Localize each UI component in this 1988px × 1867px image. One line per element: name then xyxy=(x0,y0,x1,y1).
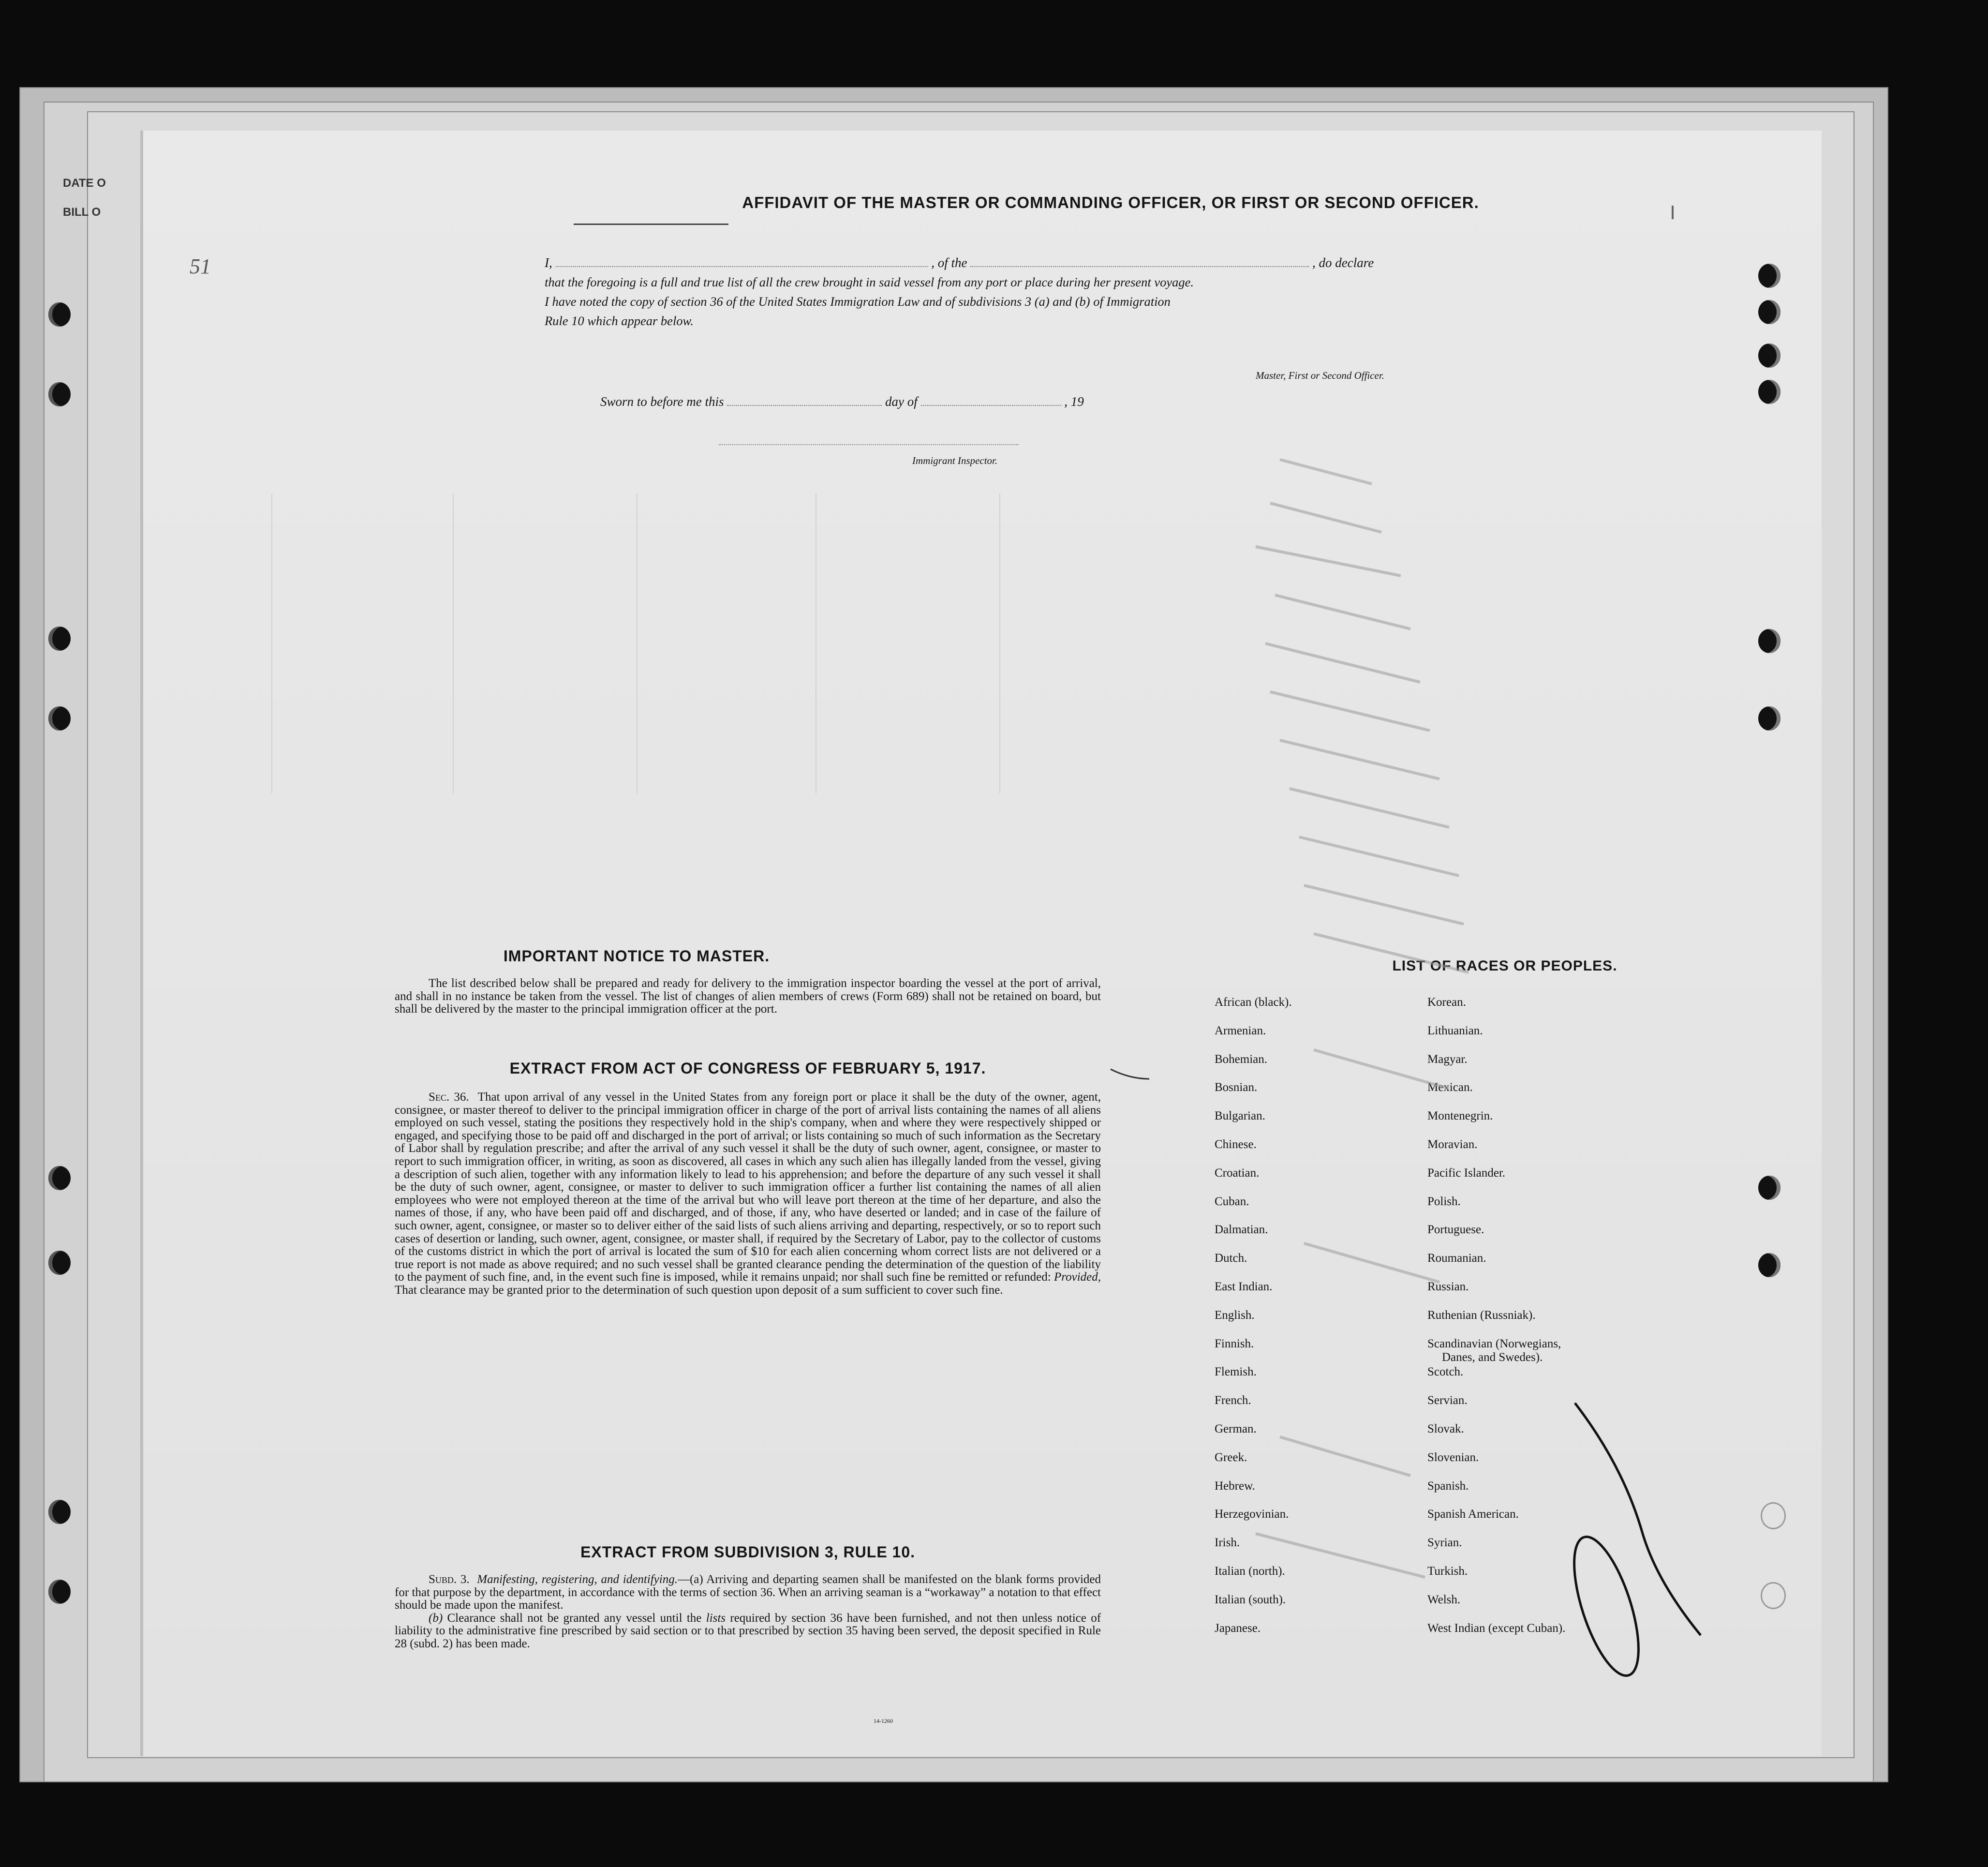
binder-hole xyxy=(1758,1176,1780,1200)
race-item: Ruthenian (Russniak). xyxy=(1427,1308,1536,1322)
bleed-stroke xyxy=(1256,1534,1425,1577)
race-item: Pacific Islander. xyxy=(1427,1166,1506,1180)
binder-hole xyxy=(1758,1253,1780,1277)
race-item: Syrian. xyxy=(1427,1536,1462,1550)
race-item: Turkish. xyxy=(1427,1564,1468,1578)
left-strip-label: DATE O xyxy=(63,177,106,190)
lists-word: lists xyxy=(706,1611,726,1625)
check-stroke xyxy=(1575,1403,1701,1635)
sworn-label: Sworn to before me this xyxy=(600,394,724,409)
binder-hole xyxy=(1758,380,1780,404)
race-item: Mexican. xyxy=(1427,1081,1473,1094)
race-item: Bohemian. xyxy=(1215,1052,1268,1066)
binder-hole xyxy=(1761,1502,1786,1529)
bleed-stroke xyxy=(1304,1243,1439,1282)
race-item: Hebrew. xyxy=(1215,1479,1255,1493)
race-item: Slovak. xyxy=(1427,1422,1464,1435)
bleed-stroke xyxy=(1280,1437,1410,1476)
stray-mark xyxy=(1111,1069,1149,1079)
handwriting-marks xyxy=(143,131,1822,1756)
race-item: Irish. xyxy=(1215,1536,1240,1550)
race-item: Montenegrin. xyxy=(1427,1109,1493,1123)
race-item: Flemish. xyxy=(1215,1365,1257,1379)
subd-b-text-2: required by section 36 have been furnished, and not then unless notice of liability to the administrative fine prescribed by said section or to that prescribed by section 35 having been served, the deposit specified in Rule 28 (subd. 2) has been made. xyxy=(395,1611,1101,1650)
subd-heading: Manifesting, registering, and identifying. xyxy=(477,1573,678,1586)
b-label: (b) xyxy=(429,1611,443,1625)
bleed-stroke xyxy=(1256,547,1401,576)
race-item: Herzegovinian. xyxy=(1215,1508,1289,1521)
affidavit-line-3: I have noted the copy of section 36 of the United States Immigration Law and of subdivisions 3 (a) and (b) of Immigration xyxy=(545,294,1171,309)
bleed-stroke xyxy=(1314,934,1469,972)
bleed-stroke xyxy=(1314,1050,1449,1089)
binder-hole xyxy=(1758,629,1780,653)
pencil-checkmark xyxy=(1561,1403,1701,1683)
sec-36-text: That upon arrival of any vessel in the United States from any foreign port or place it shall be the duty of the owner, agent, consignee, or master thereof to deliver to the principal immigration officer in charge of the port of arrival lists containing the names of all aliens employed on such vessel, stating the positions they respectively hold in the ship's company, when and where they were respectively shipped or engaged, and specifying those to be paid off and discharged in the port of arrival; or lists containing so much of such information as the Secretary of Labor shall by regulation prescribe; and after the arrival of any such vessel it shall be the duty of such owner, agent, consignee, or master to report to such immigration officer, in writing, as soon as discovered, all cases in which any such alien has illegally landed from the vessel, giving a description of such alien, together with any information likely to lead to his apprehension; and before the departure of any such vessel it shall be the duty of such owner, agent, consignee, or master to deliver to such immigration officer a further list containing the names of all alien employees who were not employed thereon at the time of the arrival but who will leave port thereon at the time of her departure, and also the names of those, if any, who have been paid off and discharged, and of those, if any, who have deserted or landed; and in case of the failure of such owner, agent, consignee, or master so to deliver either of the said lists of such aliens arriving and departing, respectively, or so to report such cases of desertion or landing, such owner, agent, consignee, or master shall, if required by the Secretary of Labor, pay to the collector of customs of the customs district in which the port of arrival is located the sum of $10 for each alien concerning whom correct lists are not delivered or a true report is not made as above required; and no such vessel shall be granted clearance pending the determination of the question of the liability to the payment of such fine, and, in the event such fine is imposed, while it remains unpaid; nor shall such fine be remitted or refunded: xyxy=(395,1090,1101,1284)
bleed-stroke xyxy=(1280,740,1439,779)
race-item: East Indian. xyxy=(1215,1280,1273,1293)
inspector-label: Immigrant Inspector. xyxy=(912,455,998,466)
affidavit-title: AFFIDAVIT OF THE MASTER OR COMMANDING OFFICER, OR FIRST OR SECOND OFFICER. xyxy=(742,194,1479,211)
race-item: English. xyxy=(1215,1308,1255,1322)
race-item: Bosnian. xyxy=(1215,1081,1258,1094)
bleed-stroke xyxy=(1280,460,1372,484)
race-item: Italian (north). xyxy=(1215,1564,1285,1578)
race-item: Greek. xyxy=(1215,1450,1247,1464)
binder-hole xyxy=(1758,344,1780,368)
margin-number: 51 xyxy=(190,254,211,278)
i-label: I, xyxy=(545,255,552,270)
binder-hole xyxy=(48,1580,71,1604)
subd-label: Subd. 3. xyxy=(429,1573,470,1586)
race-item: Moravian. xyxy=(1427,1137,1478,1151)
provided-word: Provided, xyxy=(1054,1270,1101,1284)
bleed-stroke xyxy=(1290,789,1449,827)
form-number: 14-1260 xyxy=(874,1718,893,1724)
bleed-stroke xyxy=(1265,643,1420,682)
extract-rule-title: EXTRACT FROM SUBDIVISION 3, RULE 10. xyxy=(580,1543,916,1561)
race-item: Spanish American. xyxy=(1427,1508,1519,1521)
affidavit-line-2: that the foregoing is a full and true list of all the crew brought in said vessel from any port or place during her present voyage. xyxy=(545,275,1194,289)
race-item: Finnish. xyxy=(1215,1337,1254,1350)
race-item: Chinese. xyxy=(1215,1137,1257,1151)
race-item: West Indian (except Cuban). xyxy=(1427,1621,1566,1635)
binder-hole xyxy=(48,1500,71,1524)
race-item: Polish. xyxy=(1427,1195,1461,1208)
day-of-label: day of xyxy=(885,394,918,409)
binder-hole xyxy=(48,627,71,651)
subd-b-text-1: Clearance shall not be granted any vessel until the xyxy=(447,1611,702,1625)
bleed-through-strokes xyxy=(1256,460,1469,1577)
sec-36-text-end: That clearance may be granted prior to the determination of such question upon deposit of a sum sufficient to cover such fine. xyxy=(395,1283,1003,1297)
bleed-stroke xyxy=(1299,837,1459,876)
bleed-stroke xyxy=(1270,503,1381,532)
race-item: Dalmatian. xyxy=(1215,1223,1268,1237)
race-item: Dutch. xyxy=(1215,1252,1247,1265)
notice-title: IMPORTANT NOTICE TO MASTER. xyxy=(503,947,770,965)
binder-hole xyxy=(48,706,71,731)
race-item: French. xyxy=(1215,1394,1251,1407)
race-item: Spanish. xyxy=(1427,1479,1469,1493)
do-declare-label: , do declare xyxy=(1312,255,1374,270)
race-item: Roumanian. xyxy=(1427,1252,1486,1265)
race-item: Cuban. xyxy=(1215,1195,1249,1208)
race-item: Korean. xyxy=(1427,996,1466,1009)
bleed-stroke xyxy=(1270,692,1430,731)
race-item: Bulgarian. xyxy=(1215,1109,1265,1123)
race-item: Japanese. xyxy=(1215,1621,1261,1635)
race-item: Magyar. xyxy=(1427,1052,1468,1066)
binder-hole xyxy=(1758,706,1780,731)
race-item: Lithuanian. xyxy=(1427,1024,1483,1037)
binder-hole xyxy=(48,1166,71,1190)
sec-label: Sec. 36. xyxy=(429,1090,469,1104)
master-signature-label: Master, First or Second Officer. xyxy=(1256,370,1384,381)
binder-hole xyxy=(1761,1582,1786,1609)
extract-act-title: EXTRACT FROM ACT OF CONGRESS OF FEBRUARY 5, 1917. xyxy=(509,1060,986,1077)
race-item: African (black). xyxy=(1215,996,1292,1009)
race-item: Slovenian. xyxy=(1427,1450,1479,1464)
circle-stroke xyxy=(1561,1530,1652,1683)
race-item-continuation: Danes, and Swedes). xyxy=(1442,1350,1543,1364)
race-item: Welsh. xyxy=(1427,1593,1461,1606)
of-the-label: , of the xyxy=(931,255,967,270)
affidavit-line-4: Rule 10 which appear below. xyxy=(545,314,694,328)
races-title: LIST OF RACES OR PEOPLES. xyxy=(1392,958,1617,974)
race-item: Russian. xyxy=(1427,1280,1469,1293)
race-item: Portuguese. xyxy=(1427,1223,1484,1237)
bleed-stroke xyxy=(1275,595,1410,629)
year-label: , 19 xyxy=(1064,394,1084,409)
race-item: German. xyxy=(1215,1422,1257,1435)
race-item: Scotch. xyxy=(1427,1365,1464,1379)
notice-paragraph: The list described below shall be prepared and ready for delivery to the immigration inspector boarding the vessel at the port of arrival, and shall in no instance be taken from the vessel. The list of changes of alien members of crews (Form 689) shall not be retained on board, but shall be delivered by the master to the principal immigration officer at the port. xyxy=(395,977,1101,1016)
binder-hole xyxy=(48,1251,71,1275)
binder-hole xyxy=(1758,264,1780,288)
binder-hole xyxy=(48,382,71,406)
left-strip-label: BILL O xyxy=(63,206,101,219)
race-item: Armenian. xyxy=(1215,1024,1266,1037)
bleed-stroke xyxy=(1304,885,1464,924)
race-item: Croatian. xyxy=(1215,1166,1260,1180)
race-item: Servian. xyxy=(1427,1394,1468,1407)
subd-a-text: —(a) Arriving and departing seamen shall be manifested on the blank forms provided for that purpose by the department, in accordance with the terms of section 36. When an arriving seaman is a “workaway” a notation to that effect should be made upon the manifest. xyxy=(395,1573,1101,1612)
race-item-text: Scandinavian (Norwegians, xyxy=(1427,1337,1561,1350)
binder-hole xyxy=(1758,300,1780,324)
binder-hole xyxy=(48,302,71,327)
race-item: Italian (south). xyxy=(1215,1593,1286,1606)
affidavit-page xyxy=(140,131,1822,1756)
